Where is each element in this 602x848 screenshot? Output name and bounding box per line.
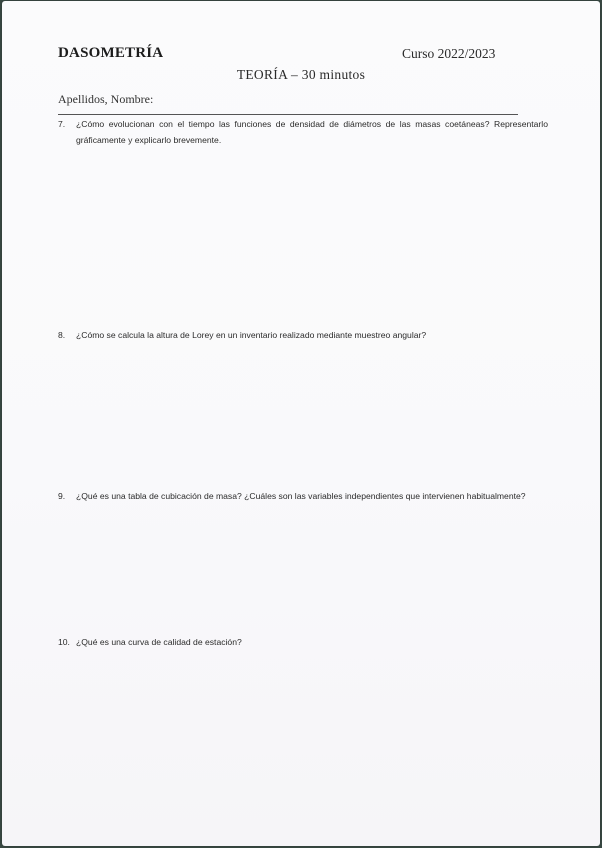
question-8	[58, 328, 548, 344]
name-field-line	[58, 114, 518, 115]
course-label: Curso 2022/2023	[402, 46, 496, 61]
question-number: 10.	[58, 637, 70, 647]
subject-title: DASOMETRÍA	[58, 45, 164, 61]
exam-sheet	[2, 1, 600, 846]
question-text: ¿Cómo se calcula la altura de Lorey en un inventario realizado mediante muestreo angular?	[76, 330, 427, 340]
name-field-label: Apellidos, Nombre:	[58, 92, 154, 106]
exam-subtitle: TEORÍA – 30 minutos	[236, 67, 366, 82]
question-text: ¿Cómo evolucionan con el tiempo las funciones de densidad de diámetros de las masas coetáneas? Representarlo gráficamente y explicarlo brevemente.	[76, 119, 548, 145]
question-number: 9.	[58, 491, 66, 501]
question-10	[58, 635, 548, 651]
question-number: 8.	[58, 330, 66, 340]
question-text: ¿Qué es una curva de calidad de estación?	[76, 637, 242, 647]
question-text: ¿Qué es una tabla de cubicación de masa? ¿Cuáles son las variables independientes que intervienen habitualmente?	[76, 491, 526, 501]
question-number: 7.	[58, 119, 66, 129]
question-9	[58, 489, 548, 505]
question-7	[58, 117, 548, 148]
